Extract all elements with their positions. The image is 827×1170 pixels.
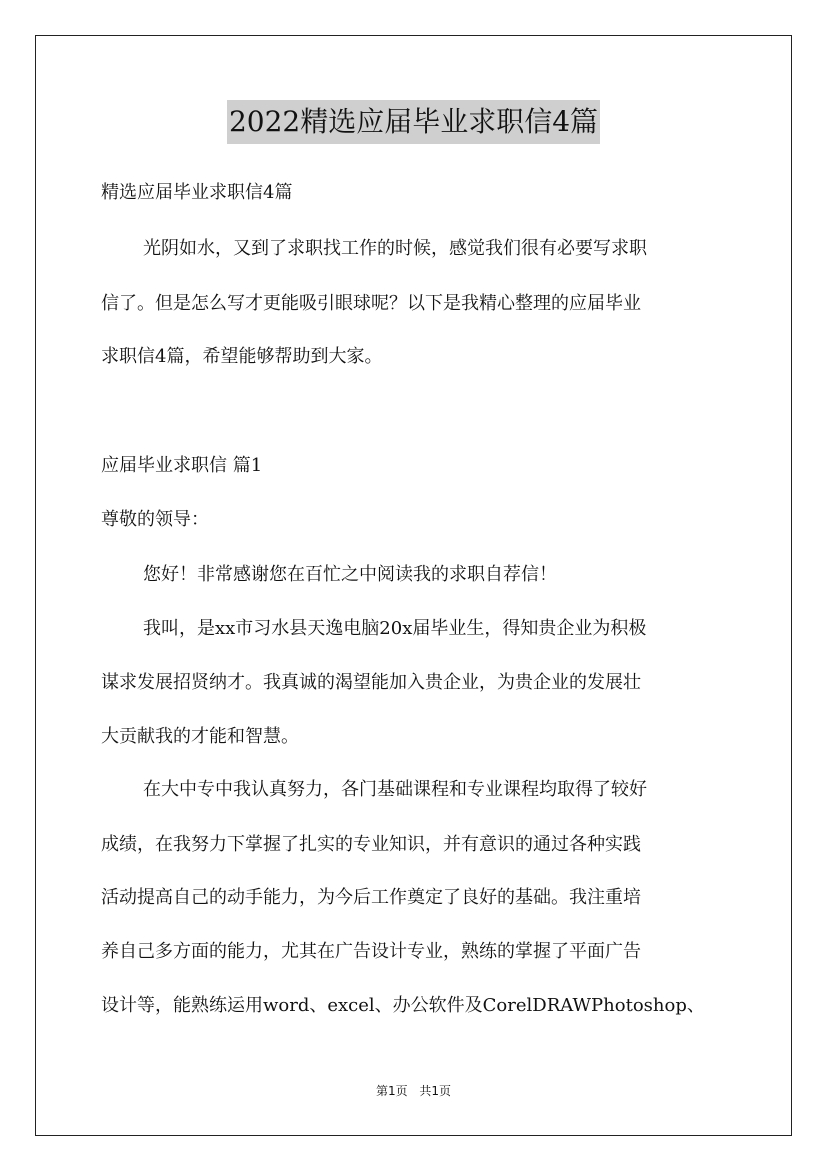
body-line-8: 养自己多方面的能力，尤其在广告设计专业，熟练的掌握了平面广告	[101, 941, 641, 962]
section-heading: 应届毕业求职信 篇1	[101, 455, 263, 476]
intro-line-2: 信了。但是怎么写才更能吸引眼球呢？以下是我精心整理的应届毕业	[101, 293, 641, 314]
document-title: 2022精选应届毕业求职信4篇	[227, 100, 600, 144]
page-footer	[0, 1082, 827, 1099]
body-line-4: 大贡献我的才能和智慧。	[101, 726, 299, 747]
body-line-9: 设计等，能熟练运用word、excel、办公软件及CorelDRAWPhotoshop、	[101, 995, 705, 1016]
body-line-3: 谋求发展招贤纳才。我真诚的渴望能加入贵企业，为贵企业的发展壮	[101, 672, 641, 693]
body-line-6: 成绩，在我努力下掌握了扎实的专业知识，并有意识的通过各种实践	[101, 834, 641, 855]
body-line-5: 在大中专中我认真努力，各门基础课程和专业课程均取得了较好	[143, 779, 647, 800]
body-line-7: 活动提高自己的动手能力，为今后工作奠定了良好的基础。我注重培	[101, 887, 641, 908]
page-total: 共1页	[419, 1084, 452, 1098]
intro-line-3: 求职信4篇，希望能够帮助到大家。	[101, 346, 383, 367]
intro-line-1: 光阴如水，又到了求职找工作的时候，感觉我们很有必要写求职	[143, 238, 647, 259]
subtitle: 精选应届毕业求职信4篇	[101, 182, 293, 203]
body-line-1: 您好！非常感谢您在百忙之中阅读我的求职自荐信！	[143, 564, 557, 585]
body-line-2: 我叫，是xx市习水县天逸电脑20x届毕业生，得知贵企业为积极	[143, 618, 647, 639]
salutation: 尊敬的领导：	[101, 509, 209, 530]
page-number: 第1页	[375, 1084, 408, 1098]
title-container	[0, 100, 827, 144]
